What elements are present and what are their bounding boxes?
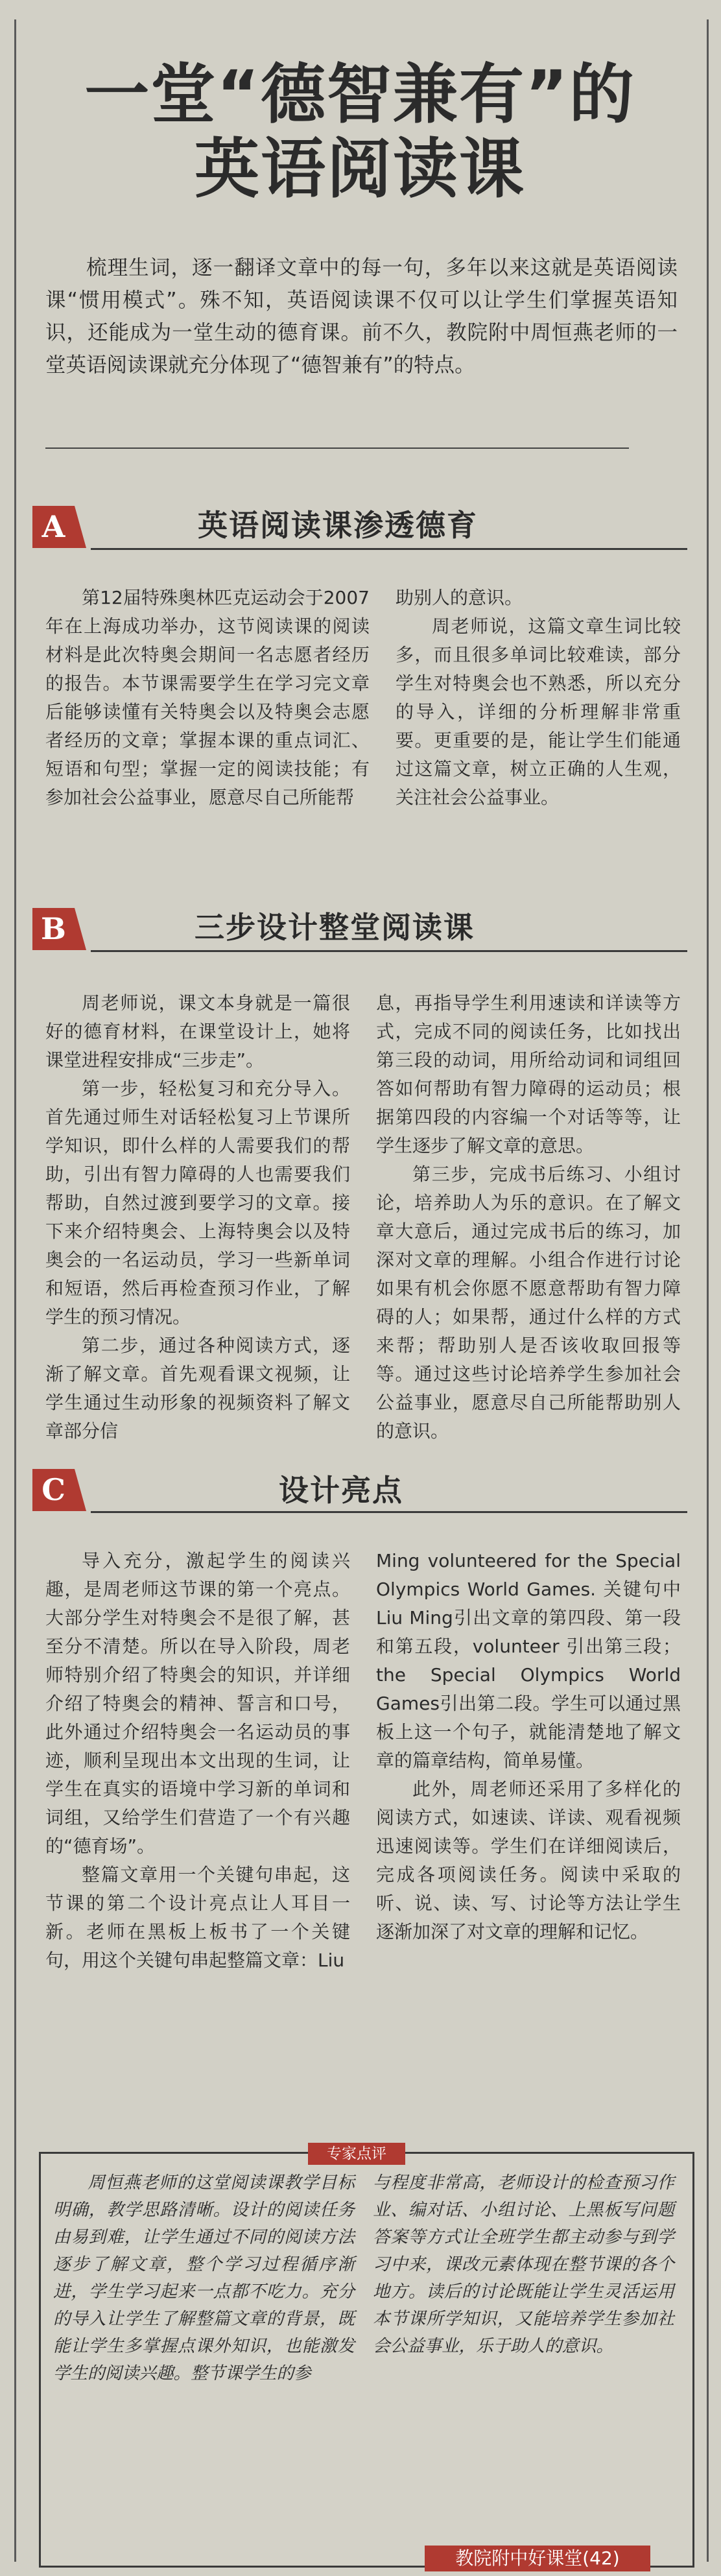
expert-comment-column-1 <box>53 2169 355 2387</box>
section-a-paragraph: 助别人的意识。 <box>396 587 523 608</box>
expert-comment-text: 周恒燕老师的这堂阅读课教学目标明确，教学思路清晰。设计的阅读任务由易到难，让学生通过不同的阅读方法逐步了解文章，整个学习过程循序渐进，学生学习起来一点都不吃力。充分的导入让学生了解整篇文章的背景，既能让学生多掌握点课外知识，也能激发学生的阅读兴趣。整节课学生的参 <box>53 2173 355 2383</box>
section-c-paragraph: 导入充分，激起学生的阅读兴趣，是周老师这节课的第一个亮点。大部分学生对特奥会不是很了解，甚至分不清楚。所以在导入阶段，周老师特别介绍了特奥会的知识，并详细介绍了特奥会的精神、誓言和口号，此外通过介绍特奥会一名运动员的事迹，顺利呈现出本文出现的生词，让学生在真实的语境中学习新的单词和词组，又给学生们营造了一个有兴趣的“德育场”。 <box>45 1550 350 1857</box>
section-b-rule <box>91 950 687 952</box>
section-c-column-1 <box>45 1547 350 1975</box>
section-a-letter: A <box>32 506 75 548</box>
expert-comment-column-2 <box>373 2169 674 2360</box>
section-a-title: 英语阅读课渗透德育 <box>198 508 478 543</box>
section-c-letter: C <box>32 1469 75 1511</box>
headline-line-2: 英语阅读课 <box>195 131 525 207</box>
expert-comment-tag: 专家点评 <box>308 2143 405 2165</box>
section-c-title: 设计亮点 <box>279 1473 403 1508</box>
section-b-paragraph: 第一步，轻松复习和充分导入。首先通过师生对话轻松复习上节课所学知识，即什么样的人需要我们的帮助，引出有智力障碍的人也需要我们帮助，自然过渡到要学习的文章。接下来介绍特奥会、上海特奥会以及特奥会的一名运动员，学习一些新单词和短语，然后再检查预习作业，了解学生的预习情况。 <box>45 1078 350 1328</box>
series-footer-tag: 教院附中好课堂(42) <box>425 2546 650 2571</box>
section-c-rule <box>91 1511 687 1513</box>
headline-line-1: 一堂“德智兼有”的 <box>84 56 635 132</box>
section-a-column-1 <box>45 584 370 812</box>
section-b-title: 三步设计整堂阅读课 <box>195 910 475 945</box>
left-border-rule <box>14 19 16 2562</box>
intro-divider <box>45 447 629 449</box>
section-b-column-1 <box>45 989 350 1446</box>
section-a-rule <box>91 548 687 550</box>
section-b-paragraph: 第三步，完成书后练习、小组讨论，培养助人为乐的意识。在了解文章大意后，通过完成书后的练习，加深对文章的理解。小组合作进行讨论如果有机会你愿不愿意帮助有智力障碍的人；如果帮，通过什么样的方式来帮；帮助别人是否该收取回报等等。通过这些讨论培养学生参加社会公益事业，愿意尽自己所能帮助别人的意识。 <box>376 1163 681 1442</box>
section-b-paragraph: 周老师说，课文本身就是一篇很好的德育材料，在课堂设计上，她将课堂进程安排成“三步走”。 <box>45 992 350 1071</box>
section-c-paragraph: 整篇文章用一个关键句串起，这节课的第二个设计亮点让人耳目一新。老师在黑板上板书了一个关键句，用这个关键句串起整篇文章：Liu <box>45 1864 350 1971</box>
section-b-paragraph: 第二步，通过各种阅读方式，逐渐了解文章。首先观看课文视频，让学生通过生动形象的视频资料了解文章部分信 <box>45 1335 350 1442</box>
section-a-paragraph: 第12届特殊奥林匹克运动会于2007年在上海成功举办，这节阅读课的阅读材料是此次特奥会期间一名志愿者经历的报告。本节课需要学生在学习完文章后能够读懂有关特奥会以及特奥会志愿者经历的文章；掌握本课的重点词汇、短语和句型；掌握一定的阅读技能；有参加社会公益事业，愿意尽自己所能帮 <box>45 587 370 808</box>
section-a-column-2 <box>396 584 681 812</box>
section-a-paragraph: 周老师说，这篇文章生词比较多，而且很多单词比较难读，部分学生对特奥会也不熟悉，所以充分的导入，详细的分析理解非常重要。更重要的是，能让学生们能通过这篇文章，树立正确的人生观，关注社会公益事业。 <box>396 615 681 808</box>
right-border-rule <box>707 19 709 2562</box>
section-b-letter: B <box>32 908 75 950</box>
section-b-column-2 <box>376 989 681 1446</box>
section-c-column-2 <box>376 1547 681 1946</box>
expert-comment-text: 与程度非常高，老师设计的检查预习作业、编对话、小组讨论、上黑板写问题答案等方式让全班学生都主动参与到学习中来，课改元素体现在整节课的各个地方。读后的讨论既能让学生灵活运用本节课所学知识，又能培养学生参加社会公益事业，乐于助人的意识。 <box>373 2173 674 2356</box>
intro-paragraph <box>45 252 678 381</box>
section-c-paragraph: Ming volunteered for the Special Olympics World Games. 关键句中Liu Ming引出文章的第四段、第一段和第五段，volunteer 引出第三段；the Special Olympics World Games引出第二段。学生可以通过黑板上这一个句子，就能清楚地了解文章的篇章结构，简单易懂。 <box>376 1550 681 1771</box>
intro-text: 梳理生词，逐一翻译文章中的每一句，多年以来这就是英语阅读课“惯用模式”。殊不知，英语阅读课不仅可以让学生们掌握英语知识，还能成为一堂生动的德育课。前不久，教院附中周恒燕老师的一堂英语阅读课就充分体现了“德智兼有”的特点。 <box>45 256 678 377</box>
section-b-paragraph: 息，再指导学生利用速读和详读等方式，完成不同的阅读任务，比如找出第三段的动词，用所给动词和词组回答如何帮助有智力障碍的运动员；根据第四段的内容编一个对话等等，让学生逐步了解文章的意思。 <box>376 992 681 1156</box>
section-c-paragraph: 此外，周老师还采用了多样化的阅读方式，如速读、详读、观看视频迅速阅读等。学生们在详细阅读后，完成各项阅读任务。阅读中采取的听、说、读、写、讨论等方法让学生逐渐加深了对文章的理解和记忆。 <box>376 1778 681 1942</box>
